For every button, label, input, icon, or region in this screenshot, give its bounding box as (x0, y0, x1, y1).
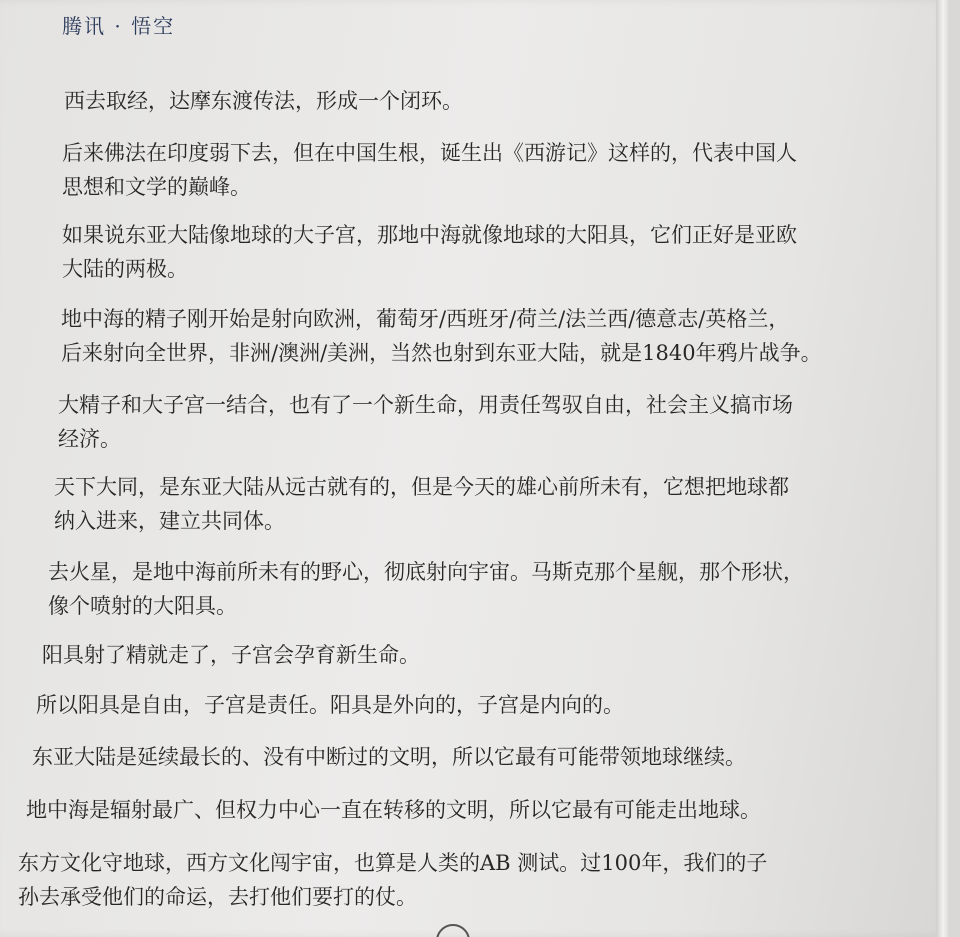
paragraph (64, 84, 463, 118)
paragraph-line: 像个喷射的大阳具。 (48, 594, 237, 618)
paragraph-line: 如果说东亚大陆像地球的大子宫，那地中海就像地球的大阳具，它们正好是亚欧 (62, 223, 797, 247)
paragraph (61, 302, 822, 370)
paragraph-line: 后来射向全世界，非洲/澳洲/美洲，当然也射到东亚大陆，就是1840年鸦片战争。 (61, 341, 822, 365)
paragraph-line: 地中海是辐射最广、但权力中心一直在转移的文明，所以它最有可能走出地球。 (26, 798, 761, 822)
paragraph-line: 经济。 (58, 427, 121, 451)
paragraph-line: 后来佛法在印度弱下去，但在中国生根，诞生出《西游记》这样的，代表中国人 (62, 141, 797, 165)
paragraph-line: 天下大同，是东亚大陆从远古就有的，但是今天的雄心前所未有，它想把地球都 (54, 475, 789, 499)
paragraph-line: 西去取经，达摩东渡传法，形成一个闭环。 (64, 89, 463, 113)
paragraph (62, 136, 797, 204)
page-edge (936, 0, 948, 937)
paragraph-line: 大陆的两极。 (62, 257, 188, 281)
paragraph-line: 思想和文学的巅峰。 (62, 175, 251, 199)
page-number-circle (436, 924, 470, 937)
paragraph (54, 470, 789, 538)
paragraph (26, 793, 761, 827)
paragraph (48, 555, 804, 623)
paragraph (58, 388, 793, 456)
running-head: 腾讯 · 悟空 (62, 14, 176, 38)
paragraph-line: 东亚大陆是延续最长的、没有中断过的文明，所以它最有可能带领地球继续。 (32, 745, 746, 769)
paragraph (42, 638, 420, 672)
paragraph-line: 去火星，是地中海前所未有的野心，彻底射向宇宙。马斯克那个星舰，那个形状， (48, 560, 804, 584)
paragraph (62, 218, 797, 286)
paragraph (18, 846, 767, 914)
paragraph-line: 东方文化守地球，西方文化闯宇宙，也算是人类的AB 测试。过100年，我们的子 (18, 851, 768, 875)
paragraph-line: 孙去承受他们的命运，去打他们要打的仗。 (18, 885, 417, 909)
paragraph-line: 纳入进来，建立共同体。 (54, 509, 285, 533)
paragraph-line: 所以阳具是自由，子宫是责任。阳具是外向的，子宫是内向的。 (36, 693, 624, 717)
paragraph-line: 地中海的精子刚开始是射向欧洲，葡萄牙/西班牙/荷兰/法兰西/德意志/英格兰， (61, 307, 790, 331)
paragraph (32, 740, 746, 774)
paragraph-line: 大精子和大子宫一结合，也有了一个新生命，用责任驾驭自由，社会主义搞市场 (58, 393, 793, 417)
paragraph (36, 688, 624, 722)
paragraph-line: 阳具射了精就走了，子宫会孕育新生命。 (42, 643, 420, 667)
